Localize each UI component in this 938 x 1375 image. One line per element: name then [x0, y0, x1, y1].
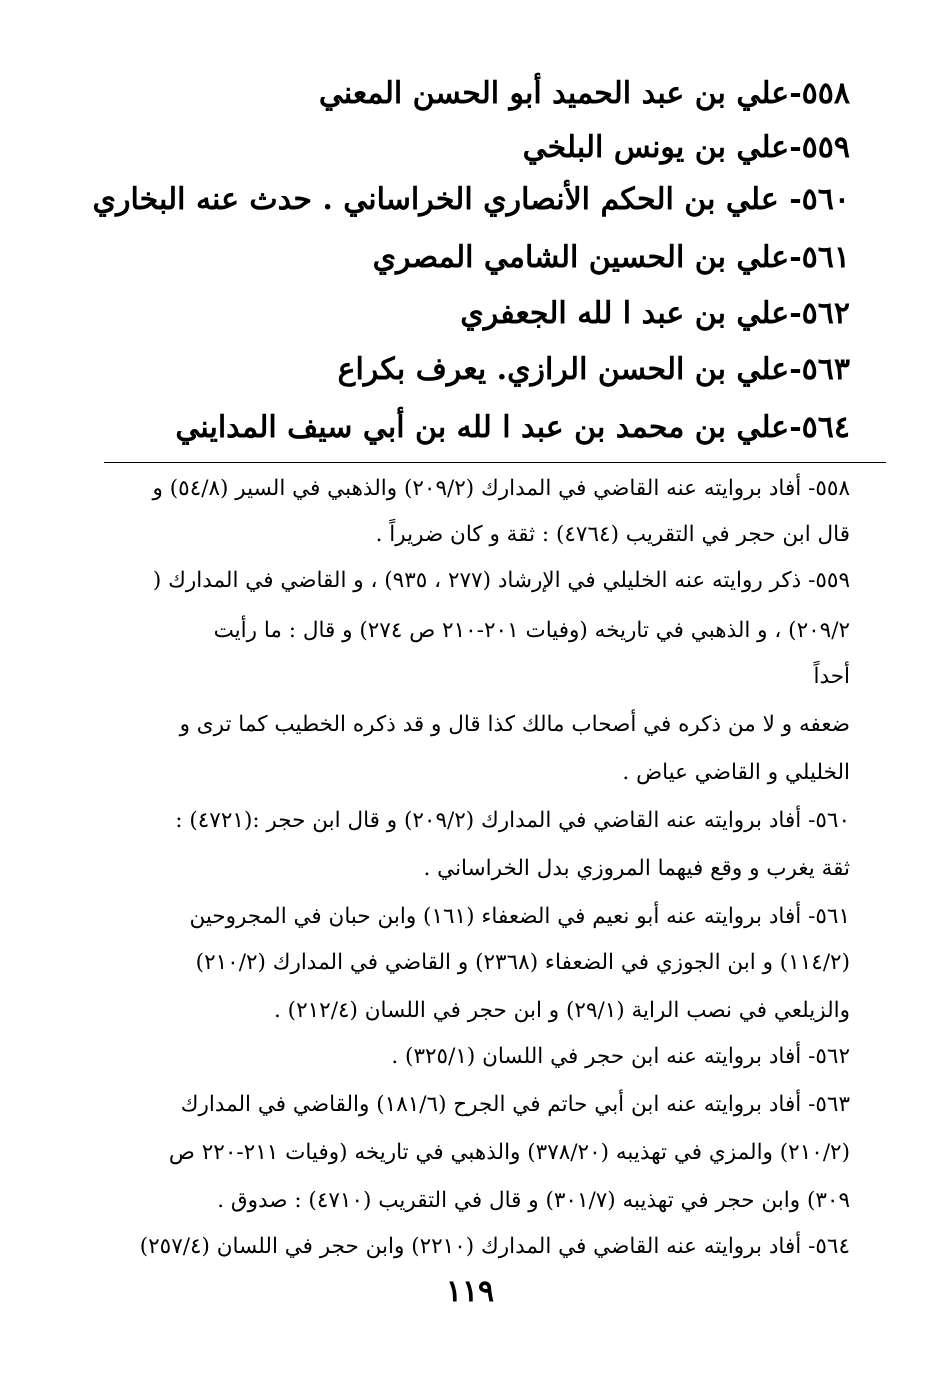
- footnote-line: ٥٦٢- أفاد بروايته عنه ابن حجر في اللسان (٣٢٥/١) .: [391, 1044, 850, 1069]
- footnote-line: قال ابن حجر في التقريب (٤٧٦٤) : ثقة و كان ضريراً .: [375, 522, 850, 547]
- entry-564: ٥٦٤-علي بن محمد بن عبد ا لله بن أبي سيف المدايني: [175, 410, 850, 445]
- footnote-line: (٢١٠/٢) والمزي في تهذيبه (٣٧٨/٢٠) والذهبي في تاريخه (وفيات ٢١١-٢٢٠ ص: [168, 1140, 850, 1165]
- footnote-line: ٣٠٩) وابن حجر في تهذيبه (٣٠١/٧) و قال في التقريب (٤٧١٠) : صدوق .: [217, 1188, 850, 1213]
- footnote-line: ٥٥٩- ذكر روايته عنه الخليلي في الإرشاد (٢٧٧ ، ٩٣٥) ، و القاضي في المدارك (: [152, 568, 850, 593]
- footnote-line: ثقة يغرب و وقع فيهما المروزي بدل الخراساني .: [423, 856, 850, 881]
- footnote-line: والزيلعي في نصب الراية (٢٩/١) و ابن حجر في اللسان (٢١٢/٤) .: [274, 998, 850, 1023]
- footnote-line: ٥٦٤- أفاد بروايته عنه القاضي في المدارك (٢٢١٠) وابن حجر في اللسان (٢٥٧/٤): [139, 1234, 850, 1259]
- footnote-line: ٥٦١- أفاد بروايته عنه أبو نعيم في الضعفاء (١٦١) وابن حبان في المجروحين: [189, 904, 850, 929]
- entry-558: ٥٥٨-علي بن عبد الحميد أبو الحسن المعني: [318, 76, 850, 111]
- footnote-line: ٥٦٠- أفاد بروايته عنه القاضي في المدارك (٢٠٩/٢) و قال ابن حجر :(٤٧٢١) :: [175, 808, 850, 833]
- footnote-line: ٥٦٣- أفاد بروايته عنه ابن أبي حاتم في الجرح (١٨١/٦) والقاضي في المدارك: [180, 1092, 850, 1117]
- footnote-separator: [104, 462, 886, 463]
- footnote-line: الخليلي و القاضي عياض .: [622, 760, 850, 785]
- footnote-line: ٥٥٨- أفاد بروايته عنه القاضي في المدارك (٢٠٩/٢) والذهبي في السير (٥٤/٨) و: [152, 476, 850, 501]
- entry-562: ٥٦٢-علي بن عبد ا لله الجعفري: [460, 296, 850, 331]
- entry-560: ٥٦٠- علي بن الحكم الأنصاري الخراساني . حدث عنه البخاري: [92, 182, 850, 217]
- footnote-line: ضعفه و لا من ذكره في أصحاب مالك كذا قال و قد ذكره الخطيب كما ترى و: [179, 712, 850, 737]
- entry-563: ٥٦٣-علي بن الحسن الرازي. يعرف بكراع: [337, 352, 850, 387]
- footnote-line: ٢٠٩/٢) ، و الذهبي في تاريخه (وفيات ٢٠١-٢١٠ ص ٢٧٤) و قال : ما رأيت: [213, 618, 850, 643]
- footnote-line: (١١٤/٢) و ابن الجوزي في الضعفاء (٢٣٦٨) و القاضي في المدارك (٢١٠/٢): [195, 950, 850, 975]
- entry-561: ٥٦١-علي بن الحسين الشامي المصري: [372, 240, 850, 275]
- entry-559: ٥٥٩-علي بن يونس البلخي: [522, 130, 850, 165]
- footnote-line: أحداً: [813, 664, 850, 689]
- page-number: ١١٩: [445, 1274, 495, 1309]
